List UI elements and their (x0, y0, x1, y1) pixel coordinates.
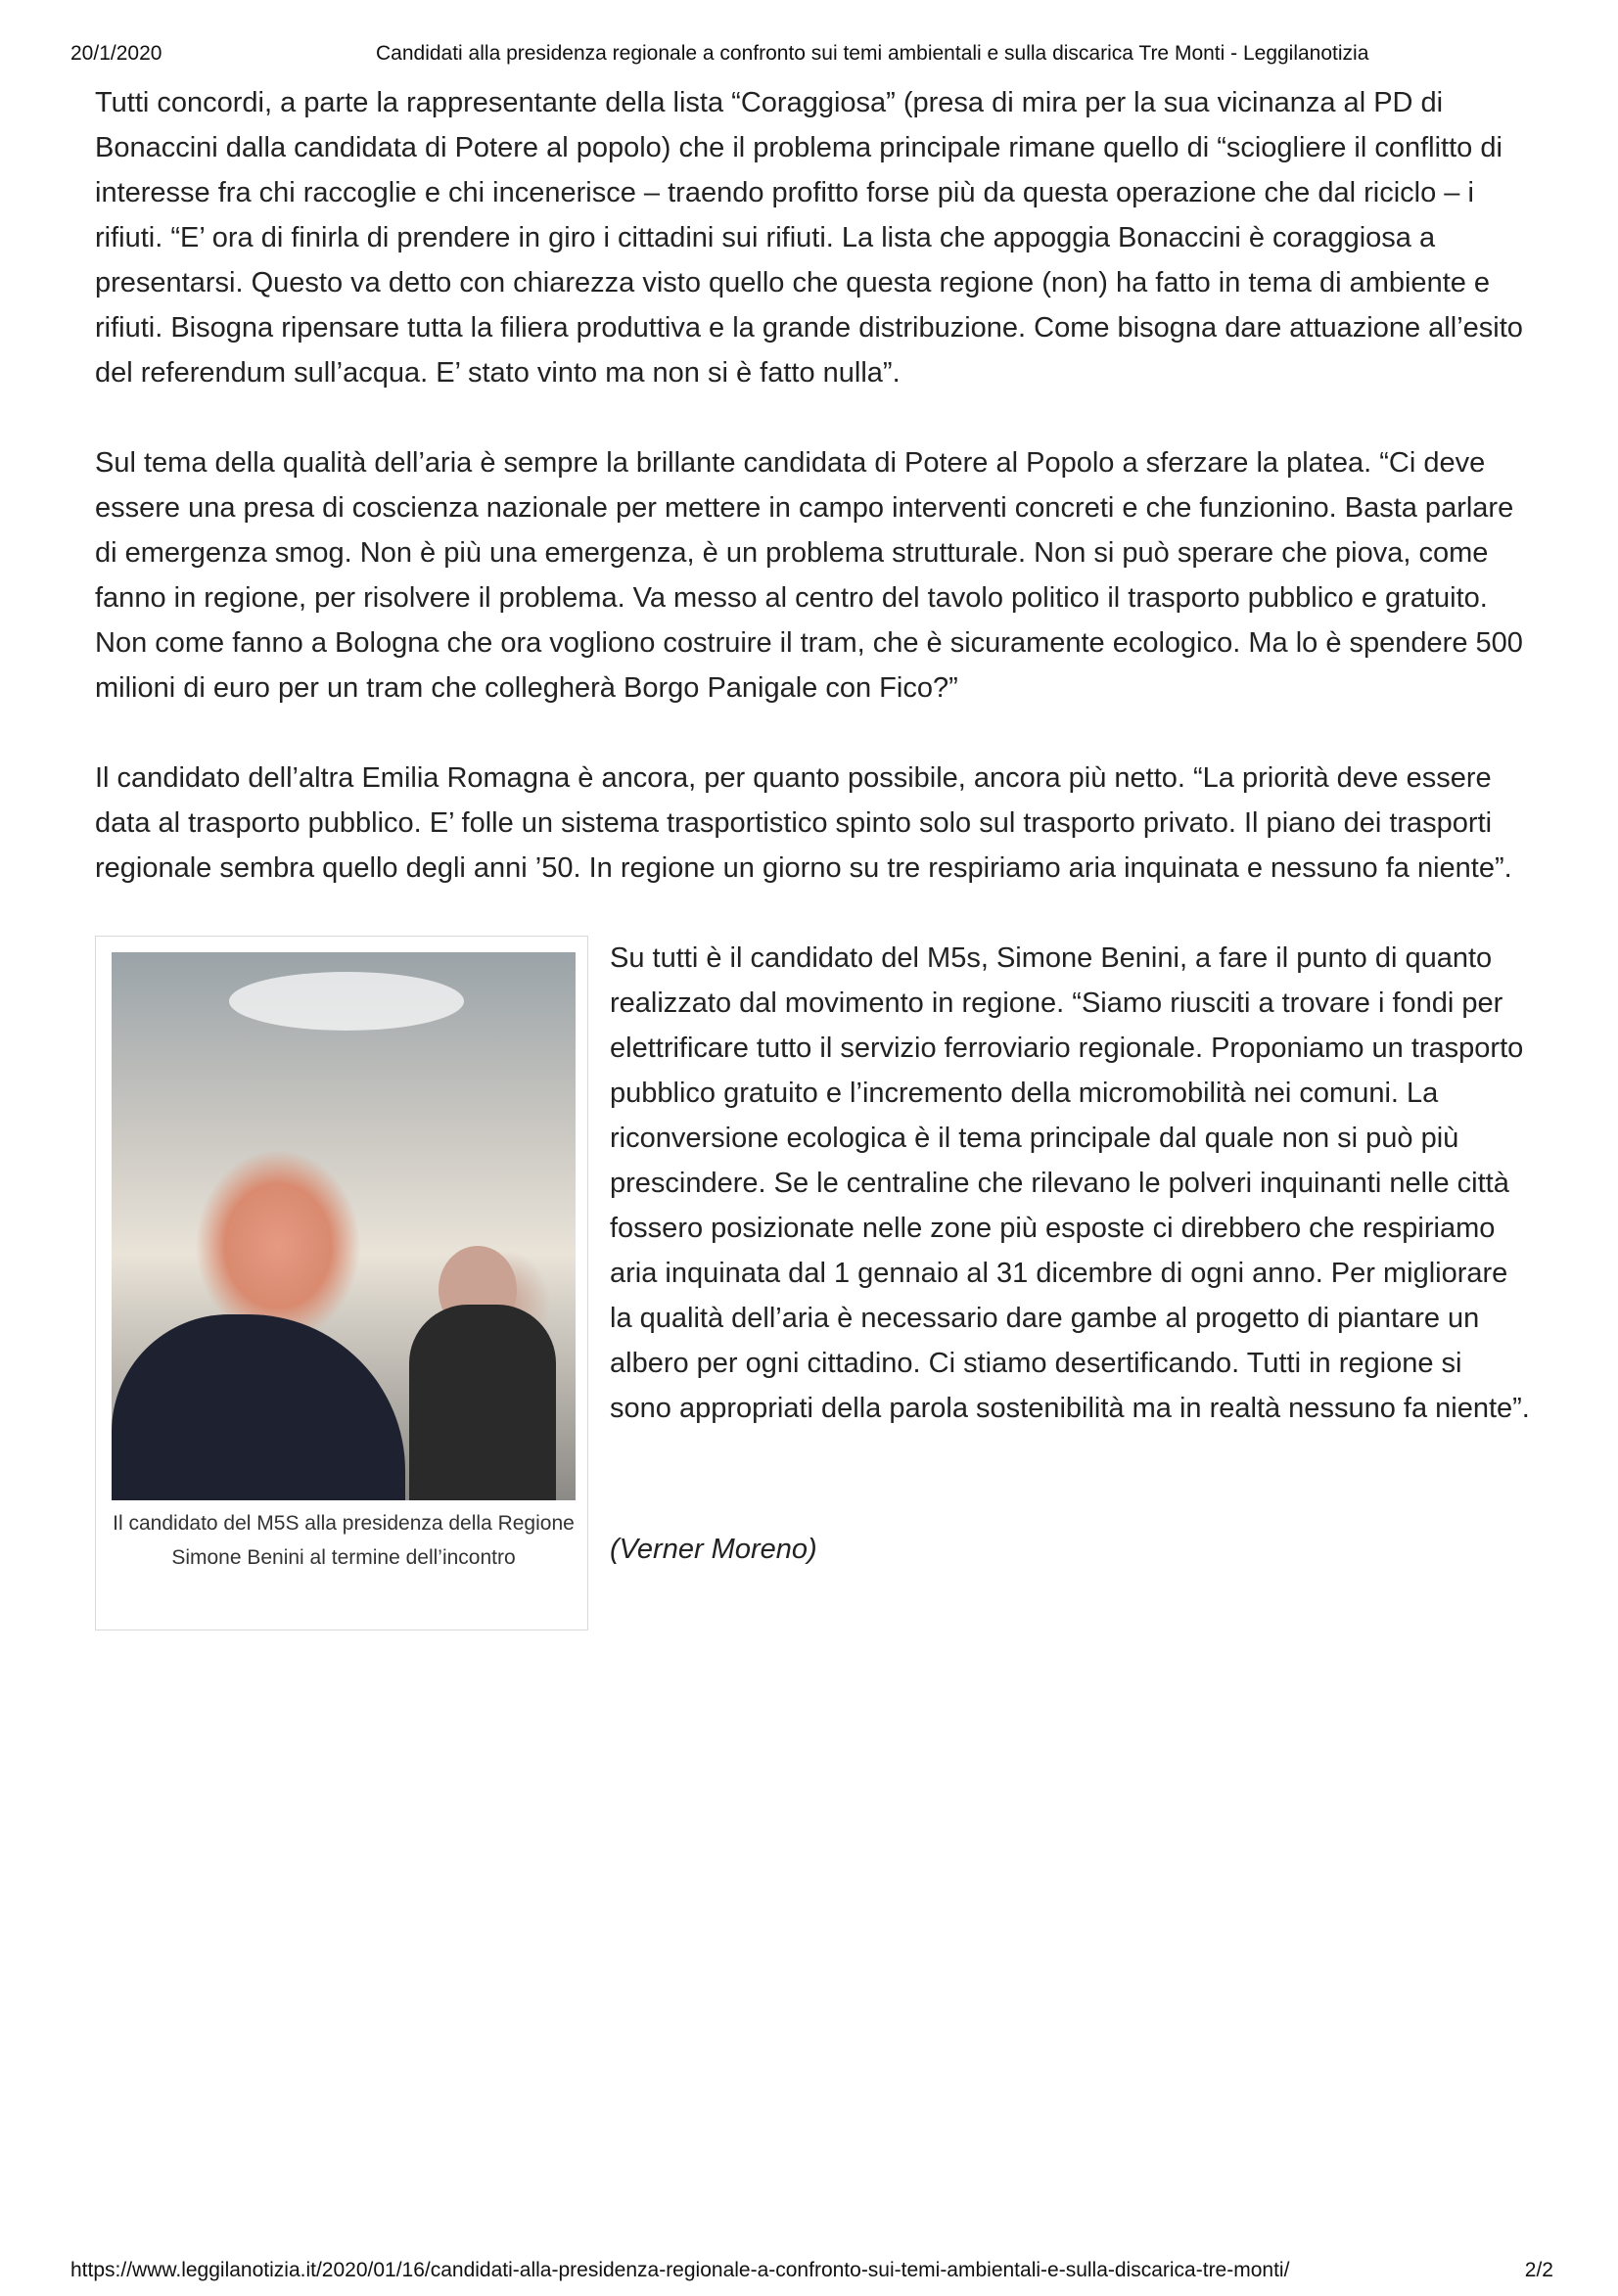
article-paragraph: Il candidato dell’altra Emilia Romagna è ancora, per quanto possibile, ancora più netto. “La priorità deve essere data al trasporto pubblico. E’ folle un sistema trasportistico spinto solo sul trasporto privato. Il piano dei trasporti regionale sembra quello degli anni ’50. In regione un giorno su tre respiriamo aria inquinata e nessuno fa niente”. (95, 762, 1512, 884)
photo-figure (95, 936, 588, 1630)
print-date: 20/1/2020 (70, 42, 162, 65)
candidate-photo (112, 952, 576, 1500)
print-footer (70, 2259, 1559, 2296)
author-byline: (Verner Moreno) (610, 1534, 817, 1565)
ceiling-light (229, 972, 464, 1031)
page-title: Candidati alla presidenza regionale a confronto sui temi ambientali e sulla discarica Tre Monti - Leggilanotizia (376, 42, 1369, 65)
print-header (70, 39, 1559, 69)
article-paragraph: Sul tema della qualità dell’aria è sempre la brillante candidata di Potere al Popolo a sferzare la platea. “Ci deve essere una presa di coscienza nazionale per mettere in campo interventi concreti e che funzionino. Basta parlare di emergenza smog. Non è più una emergenza, è un problema strutturale. Non si può sperare che piova, come fanno in regione, per risolvere il problema. Va messo al centro del tavolo politico il trasporto pubblico e gratuito. Non come fanno a Bologna che ora vogliono costruire il tram, che è sicuramente ecologico. Ma lo è spendere 500 milioni di euro per un tram che collegherà Borgo Panigale con Fico?” (95, 447, 1523, 704)
article-paragraph: Tutti concordi, a parte la rappresentante della lista “Coraggiosa” (presa di mira per la sua vicinanza al PD di Bonaccini dalla candidata di Potere al popolo) che il problema principale rimane quello di “sciogliere il conflitto di interesse fra chi raccoglie e chi incenerisce – traendo profitto forse più da questa operazione che dal riciclo – i rifiuti. “E’ ora di finirla di prendere in giro i cittadini sui rifiuti. La lista che appoggia Bonaccini è coraggiosa a presentarsi. Questo va detto con chiarezza visto quello che questa regione (non) ha fatto in tema di ambiente e rifiuti. Bisogna ripensare tutta la filiera produttiva e la grande distribuzione. Come bisogna dare attuazione all’esito del referendum sull’acqua. E’ stato vinto ma non si è fatto nulla”. (95, 87, 1523, 389)
article-body (95, 80, 1530, 1640)
page-url[interactable]: https://www.leggilanotizia.it/2020/01/16/candidati-alla-presidenza-regionale-a-confronto-sui-temi-ambientali-e-sulla-discarica-tre-monti/ (70, 2259, 1290, 2281)
page-number: 2/2 (1524, 2259, 1553, 2281)
background-person-jacket (409, 1305, 556, 1500)
candidate-jacket (112, 1314, 405, 1500)
photo-caption: Il candidato del M5S alla presidenza della Regione Simone Benini al termine dell’incontro (113, 1512, 575, 1569)
article-paragraph: Su tutti è il candidato del M5s, Simone Benini, a fare il punto di quanto realizzato dal movimento in regione. “Siamo riusciti a trovare i fondi per elettrificare tutto il servizio ferroviario regionale. Proponiamo un trasporto pubblico gratuito e l’incremento della micromobilità nei comuni. La riconversione ecologica è il tema principale dal quale non si può più prescindere. Se le centraline che rilevano le polveri inquinanti nelle città fossero posizionate nelle zone più esposte ci direbbero che respiriamo aria inquinata dal 1 gennaio al 31 dicembre di ogni anno. Per migliorare la qualità dell’aria è necessario dare gambe al progetto di piantare un albero per ogni cittadino. Ci stiamo desertificando. Tutti in regione si sono appropriati della parola sostenibilità ma in realtà nessuno fa niente”. (610, 942, 1530, 1424)
figure-with-text (95, 936, 1530, 1640)
